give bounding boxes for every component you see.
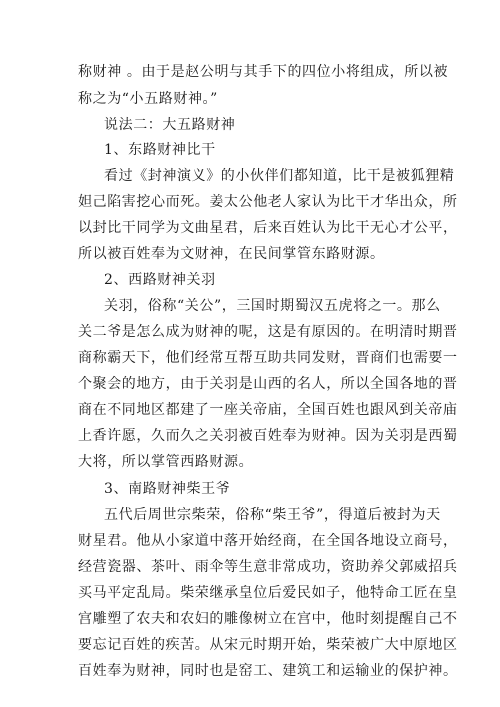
paragraph-line: 个聚会的地方，由于关羽是山西的名人，所以全国各地的晋 xyxy=(78,376,458,392)
paragraph-line: 财星君。他从小家道中落开始经商，在全国各地设立商号， xyxy=(78,533,458,549)
section-heading: 说法二：大五路财神 xyxy=(104,117,236,133)
paragraph-line: 看过《封神演义》的小伙伴们都知道，比干是被狐狸精 xyxy=(104,168,455,184)
subsection-heading: 2、西路财神关羽 xyxy=(104,272,216,288)
paragraph-line: 所以被百姓奉为文财神，在民间掌管东路财源。 xyxy=(78,246,385,262)
paragraph-line: 以封比干同学为文曲星君，后来百姓认为比干无心才公平， xyxy=(78,220,458,236)
paragraph-line: 百姓奉为财神，同时也是窑工、建筑工和运输业的保护神。 xyxy=(78,663,458,679)
paragraph-line: 妲己陷害挖心而死。姜太公他老人家认为比干才华出众，所 xyxy=(78,194,458,210)
paragraph-line: 称财神 。由于是赵公明与其手下的四位小将组成，所以被 xyxy=(78,64,449,80)
paragraph-line: 大将，所以掌管西路财源。 xyxy=(78,454,254,470)
paragraph-line: 上香许愿，久而久之关羽被百姓奉为财神。因为关羽是西蜀 xyxy=(78,428,458,444)
subsection-heading: 1、东路财神比干 xyxy=(104,142,216,158)
paragraph-line: 称之为“小五路财神。” xyxy=(78,91,218,107)
paragraph-line: 宫雕塑了农夫和农妇的雕像树立在宫中，他时刻提醒自己不 xyxy=(78,611,458,627)
paragraph-line: 五代后周世宗柴荣，俗称“柴王爷”，得道后被封为天 xyxy=(104,507,441,523)
paragraph-line: 要忘记百姓的疾苦。从宋元时期开始，柴荣被广大中原地区 xyxy=(78,637,458,653)
paragraph-line: 商称霸天下，他们经常互帮互助共同发财，晋商们也需要一 xyxy=(78,350,458,366)
paragraph-line: 关二爷是怎么成为财神的呢，这是有原因的。在明清时期晋 xyxy=(78,324,458,340)
paragraph-line: 经营瓷器、茶叶、雨伞等生意非常成功，资助养父郭威招兵 xyxy=(78,559,458,575)
paragraph-line: 关羽，俗称“关公”，三国时期蜀汉五虎将之一。那么 xyxy=(104,298,441,314)
subsection-heading: 3、南路财神柴王爷 xyxy=(104,481,231,497)
paragraph-line: 买马平定乱局。柴荣继承皇位后爱民如子，他特命工匠在皇 xyxy=(78,585,458,601)
paragraph-line: 商在不同地区都建了一座关帝庙，全国百姓也跟风到关帝庙 xyxy=(78,402,458,418)
